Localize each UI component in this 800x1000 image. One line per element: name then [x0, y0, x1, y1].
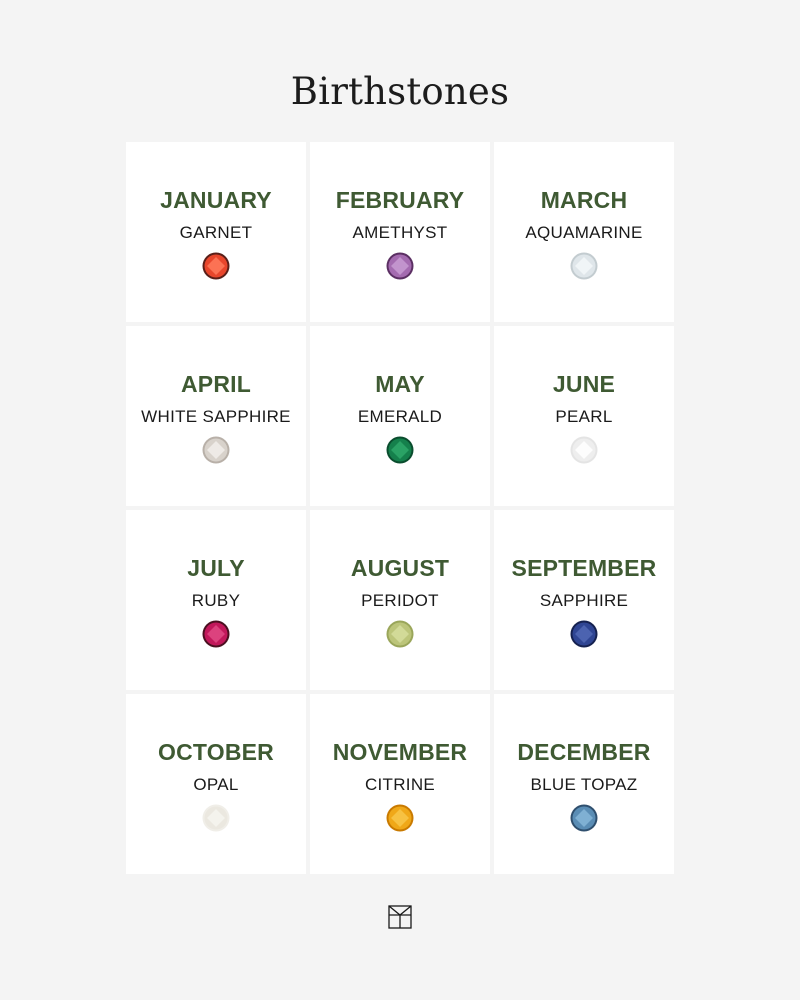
month-card-december[interactable]: [494, 694, 674, 874]
gem-icon: [386, 804, 414, 832]
month-name: FEBRUARY: [335, 187, 465, 213]
stone-name: PERIDOT: [361, 591, 439, 610]
month-card-april[interactable]: [126, 326, 306, 506]
month-card-october[interactable]: [126, 694, 306, 874]
month-name: NOVEMBER: [332, 739, 468, 765]
stone-name: SAPPHIRE: [539, 591, 629, 610]
month-card-july[interactable]: [126, 510, 306, 690]
stone-name: AMETHYST: [352, 223, 448, 242]
stone-name: RUBY: [191, 591, 241, 610]
brand-monogram-icon: [388, 905, 412, 929]
gem-icon: [570, 620, 598, 648]
month-name: JUNE: [552, 371, 616, 397]
month-card-february[interactable]: [310, 142, 490, 322]
gem-icon: [570, 804, 598, 832]
page-title: Birthstones: [290, 70, 510, 113]
month-card-august[interactable]: [310, 510, 490, 690]
month-name: OCTOBER: [158, 739, 274, 765]
stone-name: BLUE TOPAZ: [530, 775, 638, 794]
gem-icon: [386, 436, 414, 464]
month-card-june[interactable]: [494, 326, 674, 506]
month-name: MARCH: [540, 187, 628, 213]
stone-name: CITRINE: [364, 775, 436, 794]
stone-name: AQUAMARINE: [525, 223, 643, 242]
month-card-september[interactable]: [494, 510, 674, 690]
stone-name: WHITE SAPPHIRE: [141, 407, 291, 426]
gem-icon: [202, 620, 230, 648]
month-card-january[interactable]: [126, 142, 306, 322]
month-card-may[interactable]: [310, 326, 490, 506]
birthstone-grid: [126, 142, 674, 874]
month-name: JULY: [187, 555, 245, 581]
month-name: AUGUST: [350, 555, 450, 581]
stone-name: OPAL: [193, 775, 239, 794]
month-name: DECEMBER: [517, 739, 651, 765]
month-name: APRIL: [181, 371, 251, 397]
gem-icon: [570, 252, 598, 280]
month-name: JANUARY: [160, 187, 272, 213]
gem-icon: [386, 620, 414, 648]
gem-icon: [202, 804, 230, 832]
gem-icon: [202, 436, 230, 464]
gem-icon: [202, 252, 230, 280]
month-name: MAY: [375, 371, 425, 397]
gem-icon: [386, 252, 414, 280]
stone-name: GARNET: [179, 223, 253, 242]
month-name: SEPTEMBER: [511, 555, 657, 581]
stone-name: PEARL: [555, 407, 613, 426]
month-card-november[interactable]: [310, 694, 490, 874]
stone-name: EMERALD: [357, 407, 443, 426]
gem-icon: [570, 436, 598, 464]
month-card-march[interactable]: [494, 142, 674, 322]
